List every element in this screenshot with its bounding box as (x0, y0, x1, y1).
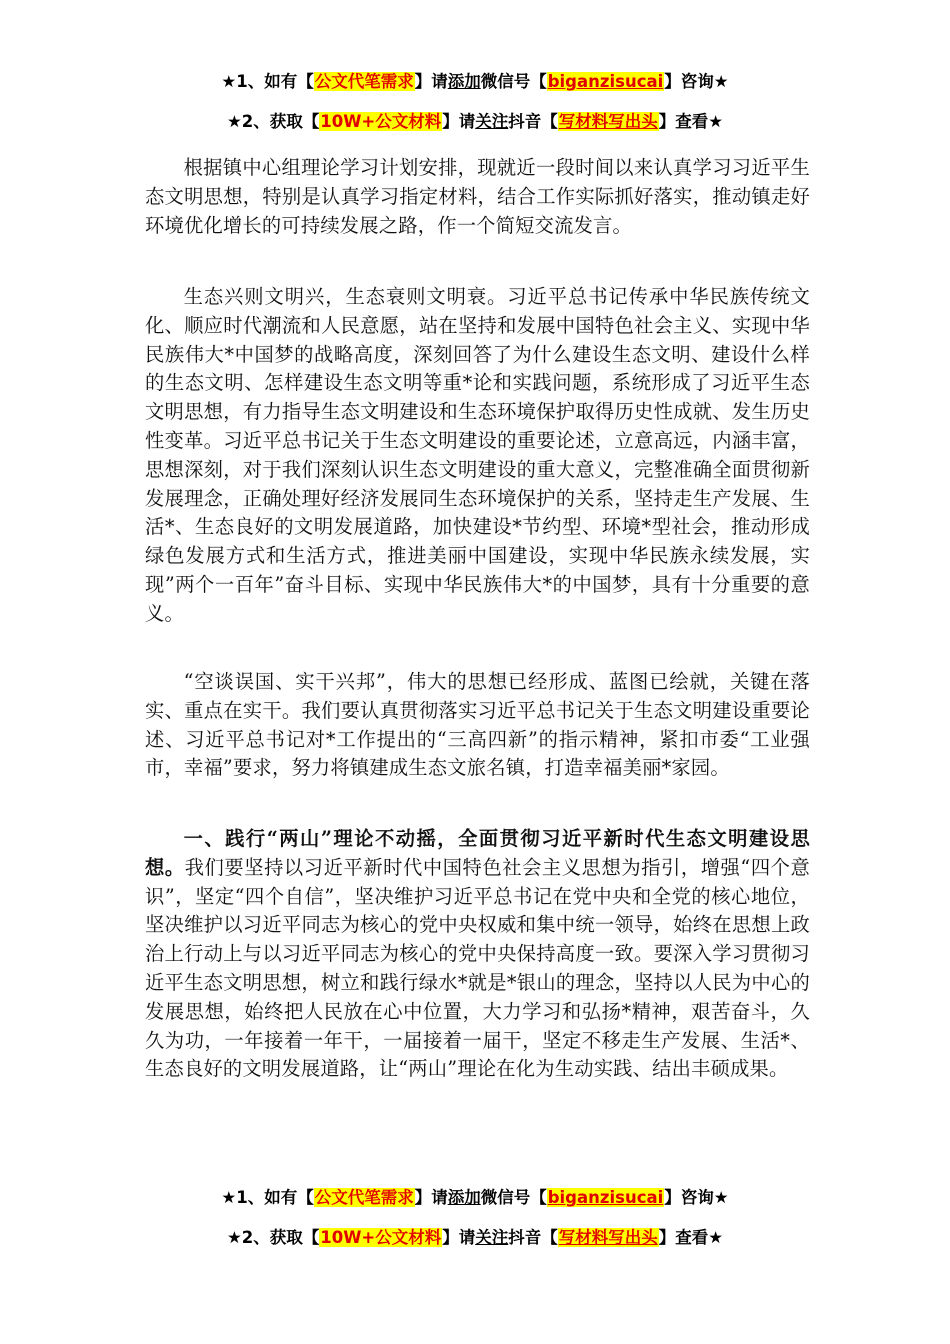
banner-text: ★2、获取【 (226, 112, 320, 131)
paragraph-text: 根据镇中心组理论学习计划安排，现就近一段时间以来认真学习习近平生态文明思想，特别是认真学习指定材料，结合工作实际抓好落实，推动镇走好环境优化增长的可持续发展之路，作一个简短交流发言。 (145, 156, 810, 237)
banner-highlight: 公文代笔需求 (314, 72, 414, 91)
banner-highlight-douyin: 写材料写出头 (558, 112, 658, 131)
banner-highlight: 公文代笔需求 (314, 1188, 414, 1207)
banner-text: 】请 (442, 1228, 476, 1247)
banner-text: 】查看★ (658, 112, 724, 131)
section-heading: 一、践行“两山”理论不动摇，全面贯彻习近平新时代生态文明建设思想。 (145, 827, 810, 879)
banner-underlined: 添加 (447, 72, 481, 91)
paragraph-intro (145, 154, 810, 240)
banner-text: 抖音【 (508, 112, 558, 131)
banner-text: 抖音【 (508, 1228, 558, 1247)
paragraph-ecology (145, 283, 810, 629)
banner-text: ★1、如有【 (221, 72, 314, 91)
paragraph-implementation (145, 668, 810, 783)
banner-text: ★1、如有【 (221, 1188, 314, 1207)
banner-text: ★2、获取【 (226, 1228, 320, 1247)
banner-wechat-bottom (0, 1186, 950, 1210)
banner-highlight: 10W+公文材料 (320, 112, 442, 131)
banner-text: 微信号【 (480, 72, 547, 91)
paragraph-text: 我们要坚持以习近平新时代中国特色社会主义思想为指引，增强“四个意识”，坚定“四个自信”，坚决维护习近平总书记在党中央和全党的核心地位，坚决维护以习近平同志为核心的党中央权威和集中统一领导，始终在思想上政治上行动上与以习近平同志为核心的党中央保持高度一致。要深入学习贯彻习近平生态文明思想，树立和践行绿水*就是*银山的理念，坚持以人民为中心的发展思想，始终把人民放在心中位置，大力学习和弘扬*精神，艰苦奋斗，久久为功，一年接着一年干，一届接着一届干，坚定不移走生产发展、生活*、生态良好的文明发展道路，让“两山”理论在化为生动实践、结出丰硕成果。 (145, 855, 810, 1081)
banner-text: 】咨询★ (664, 1188, 729, 1207)
banner-text: 】请 (442, 112, 476, 131)
banner-douyin-top (0, 110, 950, 134)
paragraph-section-one (145, 825, 810, 1084)
banner-underlined: 关注 (475, 112, 509, 131)
banner-highlight: 10W+公文材料 (320, 1228, 442, 1247)
paragraph-text: 生态兴则文明兴，生态衰则文明衰。习近平总书记传承中华民族传统文化、顺应时代潮流和人民意愿，站在坚持和发展中国特色社会主义、实现中华民族伟大*中国梦的战略高度，深刻回答了为什么建设生态文明、建设什么样的生态文明、怎样建设生态文明等重*论和实践问题，系统形成了习近平生态文明思想，有力指导生态文明建设和生态环境保护取得历史性成就、发生历史性变革。习近平总书记关于生态文明建设的重要论述，立意高远，内涵丰富，思想深刻，对于我们深刻认识生态文明建设的重大意义，完整准确全面贯彻新发展理念，正确处理好经济发展同生态环境保护的关系，坚持走生产发展、生活*、生态良好的文明发展道路，加快建设*节约型、环境*型社会，推动形成绿色发展方式和生活方式，推进美丽中国建设，实现中华民族永续发展，实现”两个一百年”奋斗目标、实现中华民族伟大*的中国梦，具有十分重要的意义。 (145, 285, 810, 625)
banner-wechat-top (0, 70, 950, 94)
paragraph-text: “空谈误国、实干兴邦”，伟大的思想已经形成、蓝图已绘就，关键在落实、重点在实干。我们要认真贯彻落实习近平总书记关于生态文明建设重要论述、习近平总书记对*工作提出的“三高四新”的指示精神，紧扣市委“工业强市，幸福”要求，努力将镇建成生态文旅名镇，打造幸福美丽*家园。 (145, 670, 810, 780)
banner-highlight-douyin: 写材料写出头 (558, 1228, 658, 1247)
banner-text: 】咨询★ (664, 72, 729, 91)
banner-text: 】请 (414, 1188, 448, 1207)
banner-underlined: 关注 (475, 1228, 509, 1247)
banner-text: 】查看★ (658, 1228, 724, 1247)
banner-text: 微信号【 (480, 1188, 547, 1207)
banner-highlight-wechat-id: biganzisucai (547, 1188, 664, 1207)
banner-underlined: 添加 (447, 1188, 481, 1207)
banner-text: 】请 (414, 72, 448, 91)
banner-highlight-wechat-id: biganzisucai (547, 72, 664, 91)
banner-douyin-bottom (0, 1226, 950, 1250)
